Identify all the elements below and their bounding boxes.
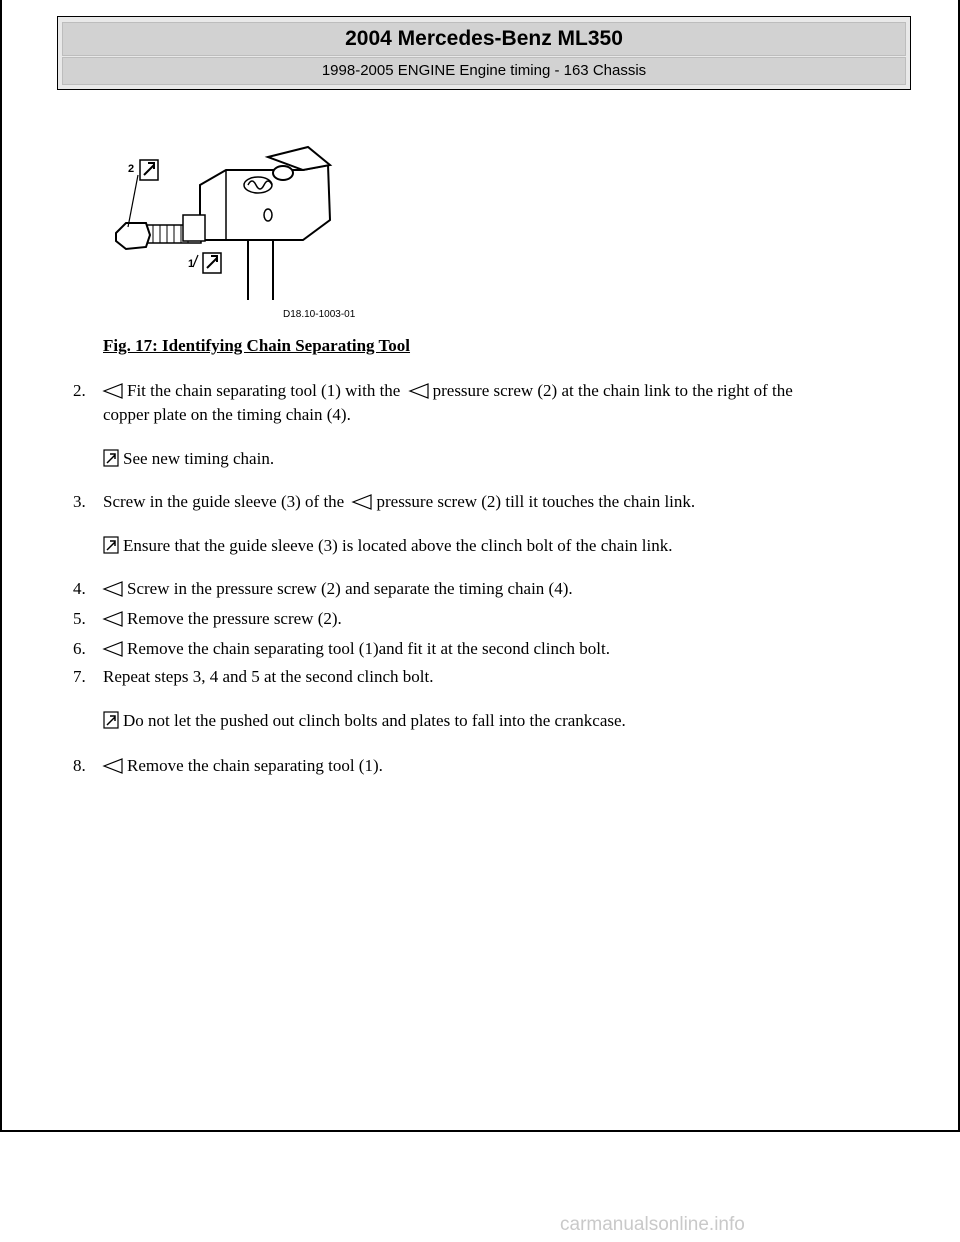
procedure-arrow-icon	[103, 581, 123, 597]
document-title: 2004 Mercedes-Benz ML350	[62, 22, 906, 56]
step-5	[73, 608, 893, 632]
procedure-arrow-icon	[103, 611, 123, 627]
step-number: 3.	[73, 492, 86, 511]
step-text: Remove the pressure screw (2).	[127, 609, 342, 628]
note-2	[103, 535, 673, 557]
note-icon	[103, 711, 119, 729]
callout-2: 2	[128, 163, 135, 175]
step-number: 6.	[73, 639, 86, 658]
procedure-arrow-icon	[409, 383, 429, 399]
document-header	[57, 16, 911, 90]
document-subtitle: 1998-2005 ENGINE Engine timing - 163 Chassis	[62, 57, 906, 85]
procedure-arrow-icon	[103, 758, 123, 774]
step-text: Remove the chain separating tool (1).	[127, 756, 383, 775]
step-3	[73, 491, 893, 515]
step-number: 5.	[73, 609, 86, 628]
step-text: copper plate on the timing chain (4).	[103, 405, 351, 424]
step-6	[73, 638, 893, 662]
note-3	[103, 710, 626, 732]
tool-illustration	[108, 145, 356, 325]
step-text: Fit the chain separating tool (1) with the	[127, 381, 401, 400]
callout-1: 1	[188, 258, 195, 270]
figure-code: D18.10-1003-01	[283, 309, 356, 320]
note-icon	[103, 536, 119, 554]
step-7	[73, 666, 893, 690]
step-number: 2.	[73, 381, 86, 400]
step-4	[73, 578, 893, 602]
watermark: carmanualsonline.info	[560, 1214, 745, 1235]
step-text: Screw in the pressure screw (2) and separate the timing chain (4).	[127, 579, 573, 598]
step-number: 4.	[73, 579, 86, 598]
figure-caption[interactable]: Fig. 17: Identifying Chain Separating Tool	[103, 336, 411, 355]
note-text: Do not let the pushed out clinch bolts and plates to fall into the crankcase.	[123, 711, 626, 730]
note-1	[103, 448, 274, 470]
note-icon	[103, 449, 119, 467]
procedure-arrow-icon	[352, 494, 372, 510]
step-number: 8.	[73, 756, 86, 775]
note-text: See new timing chain.	[123, 449, 275, 468]
step-text: Screw in the guide sleeve (3) of the	[103, 492, 345, 511]
step-text: Repeat steps 3, 4 and 5 at the second clinch bolt.	[103, 667, 434, 686]
procedure-arrow-icon	[103, 383, 123, 399]
procedure-arrow-icon	[103, 641, 123, 657]
step-text: pressure screw (2) till it touches the chain link.	[376, 492, 696, 511]
chain-separating-tool-figure	[108, 145, 356, 325]
step-number: 7.	[73, 667, 86, 686]
step-8	[73, 755, 893, 779]
note-text: Ensure that the guide sleeve (3) is located above the clinch bolt of the chain link.	[123, 536, 673, 555]
step-2	[73, 380, 893, 426]
step-text: pressure screw (2) at the chain link to the right of the	[432, 381, 793, 400]
step-text: Remove the chain separating tool (1)and fit it at the second clinch bolt.	[127, 639, 610, 658]
